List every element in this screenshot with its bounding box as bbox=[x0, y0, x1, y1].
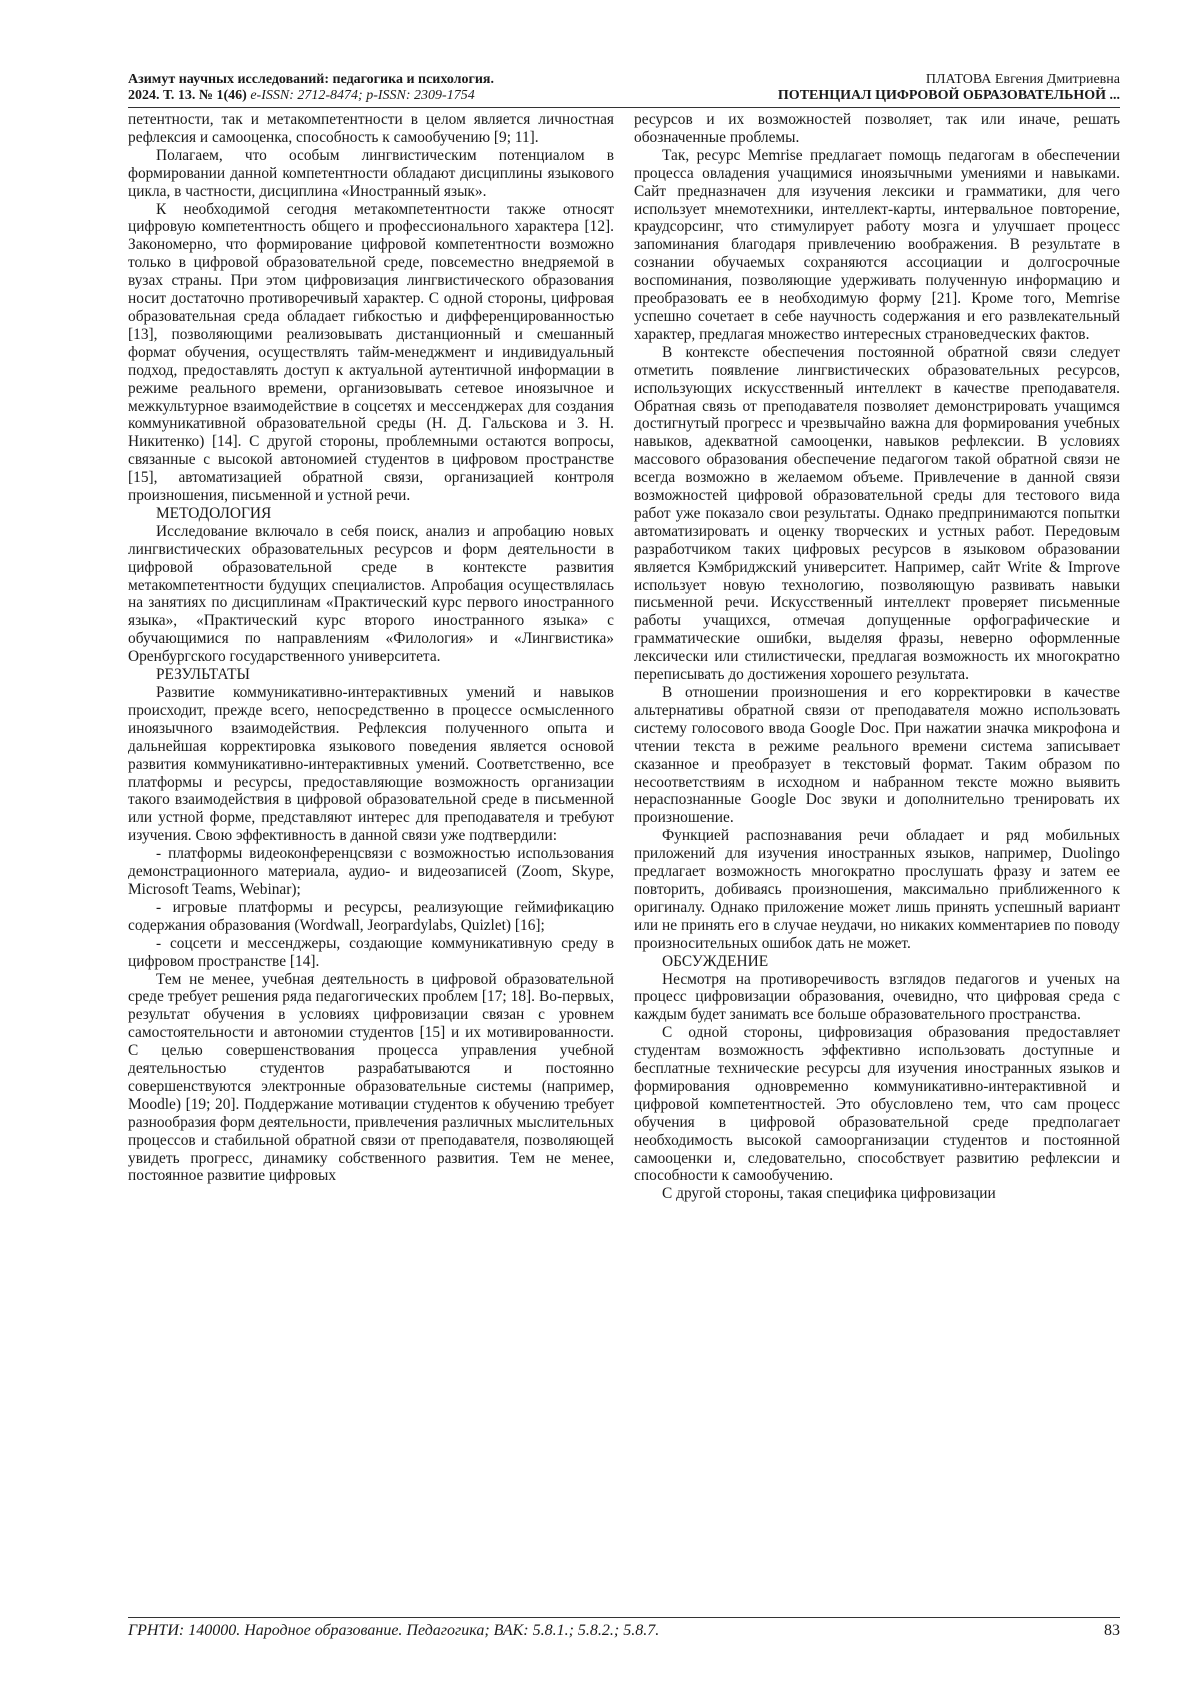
section-heading: МЕТОДОЛОГИЯ bbox=[156, 504, 272, 522]
running-title: ПОТЕНЦИАЛ ЦИФРОВОЙ ОБРАЗОВАТЕЛЬНОЙ ... bbox=[777, 88, 1120, 103]
paragraph: Так, ресурс Memrise предлагает помощь педагогам в обеспечении процесса овладения учащимися иноязычными умениями и навыками. Сайт предназначен для изучения лексики и грамматики, для чего использует мнемотехники, интеллект-карты, интервальное повторение, краудсорсинг, что стимулирует работу мозга и улучшает процесс запоминания благодаря привлечению воображения. В результате в сознании обучаемых сохраняются ассоциации и долгосрочные воспоминания, позволяющие удерживать полученную информацию и преобразовать ее в необходимую форму [21]. Кроме того, Memrise успешно сочетает в себе научность содержания и его развлекательный характер, предлагая множество интересных страноведческих фактов. bbox=[634, 146, 1120, 343]
header-divider bbox=[128, 107, 1120, 108]
paragraph-continued: ресурсов и их возможностей позволяет, так или иначе, решать обозначенные проблемы. bbox=[634, 111, 1120, 146]
paragraph: С одной стороны, цифровизация образования предоставляет студентам возможность эффективно использовать доступные и бесплатные технические ресурсы для изучения иностранных языков и формирования одновременно коммуникативно-интерактивной и цифровой компетентностей. Это обусловлено тем, что сам процесс обучения в цифровой образовательной среде предполагает необходимость высокой самоорганизации студентов и постоянной самооценки и, следовательно, способствует развитию рефлексии и способности к самообучению. bbox=[634, 1024, 1120, 1185]
list-item: - соцсети и мессенджеры, создающие коммуникативную среду в цифровом пространстве [14]. bbox=[128, 934, 614, 970]
paragraph: Исследование включало в себя поиск, анализ и апробацию новых лингвистических образовательных ресурсов и форм деятельности в цифровой образовательной среде в контексте развития метакомпетентности будущих специалистов. Апробация осуществлялась на занятиях по дисциплинам «Практический курс первого иностранного языка», «Практический курс второго иностранного языка» с обучающимися по направлениям «Филология» и «Лингвистика» Оренбургского государственного университета. bbox=[128, 522, 614, 666]
page-number: 83 bbox=[1104, 1622, 1120, 1639]
left-column bbox=[128, 111, 614, 1185]
author-name: ПЛАТОВА Евгения Дмитриевна bbox=[925, 72, 1120, 87]
issue-line bbox=[128, 88, 494, 104]
classification-codes: ГРНТИ: 140000. Народное образование. Педагогика; ВАК: 5.8.1.; 5.8.2.; 5.8.7. bbox=[128, 1622, 660, 1639]
section-heading: РЕЗУЛЬТАТЫ bbox=[156, 666, 250, 684]
page-header bbox=[128, 72, 1120, 106]
article-info bbox=[778, 72, 1120, 104]
section-heading: ОБСУЖДЕНИЕ bbox=[662, 952, 769, 970]
issn-text: e-ISSN: 2712-8474; p-ISSN: 2309-1754 bbox=[250, 88, 475, 103]
paragraph: Несмотря на противоречивость взглядов педагогов и ученых на процесс цифровизации образования, очевидно, что цифровая среда с каждым будет занимать все больше образовательного пространства. bbox=[634, 970, 1120, 1024]
list-item: - игровые платформы и ресурсы, реализующие геймификацию содержания образования (Wordwall, Jeorpardylabs, Quizlet) [16]; bbox=[128, 898, 614, 934]
paragraph: С другой стороны, такая специфика цифровизации bbox=[662, 1185, 996, 1203]
list-item: - платформы видеоконференцсвязи с возможностью использования демонстрационного материала, аудио- и видеозаписей (Zoom, Skype, Microsoft Teams, Webinar); bbox=[128, 845, 614, 898]
paragraph: Полагаем, что особым лингвистическим потенциалом в формировании данной компетентности обладают дисциплины языкового цикла, в частности, дисциплина «Иностранный язык». bbox=[128, 146, 614, 200]
page-footer bbox=[128, 1621, 1120, 1641]
paragraph: Функцией распознавания речи обладает и ряд мобильных приложений для изучения иностранных языков, например, Duolingo предлагает возможность многократно прослушать фразу и затем ее повторить, добиваясь произношения, максимально приближенного к оригиналу. Однако приложение может лишь принять успешный вариант или не принять его в случае неудачи, но никаких комментариев по поводу произносительных ошибок дать не может. bbox=[634, 827, 1120, 952]
issue-number: 2024. Т. 13. № 1(46) bbox=[128, 88, 247, 103]
paragraph: В отношении произношения и его корректировки в качестве альтернативы обратной связи от преподавателя можно использовать систему голосового ввода Google Doc. При нажатии значка микрофона и чтении текста в режиме реального времени система записывает сказанное и преобразует в текстовый формат. Таким образом по несоответствиям в исходном и набранном тексте можно выявить нераспознанные Google Doc звуки и дополнительно тренировать их произношение. bbox=[634, 684, 1120, 827]
paragraph: В контексте обеспечения постоянной обратной связи следует отметить появление лингвистических образовательных ресурсов, использующих искусственный интеллект в качестве преподавателя. Обратная связь от преподавателя позволяет демонстрировать учащимся достигнутый прогресс и чрезвычайно важна для формирования учебных навыков, адекватной самооценки, навыков рефлексии. В условиях массового образования обеспечение педагогом такой обратной связи не всегда возможно в желаемом объеме. Привлечение в данной связи возможностей цифровой образовательной среды для тестового вида работ уже показало свои результаты. Однако предпринимаются попытки автоматизировать и оценку творческих и устных работ. Передовым разработчиком таких цифровых ресурсов в языковом образовании является Кэмбриджский университет. Например, сайт Write & Improve использует новую технологию, позволяющую развивать навыки письменной речи. Искусственный интеллект проверяет письменные работы учащихся, отмечая допущенные орфографические и грамматические ошибки, выделяя фразы, неверно оформленные лексически или стилистически, предлагая возможность их многократно переписывать до достижения хорошего результата. bbox=[634, 343, 1120, 684]
paragraph: К необходимой сегодня метакомпетентности также относят цифровую компетентность общего и профессионального характера [12]. Закономерно, что формирование цифровой компетентности возможно только в цифровой образовательной среде, повсеместно внедряемой в вузах страны. При этом цифровизация лингвистического образования носит достаточно противоречивый характер. С одной стороны, цифровая образовательная среда обладает гибкостью и дифференцированностью [13], позволяющими реализовывать дистанционный и смешанный формат обучения, осуществлять тайм-менеджмент и индивидуальный подход, предоставлять доступ к актуальной аутентичной информации в режиме реального времени, организовывать сетевое иноязычное и межкультурное взаимодействие в соцсетях и мессенджерах для создания коммуникативной образовательной среды (Н. Д. Гальскова и З. Н. Никитенко) [14]. С другой стороны, проблемными остаются вопросы, связанные с высокой автономией студентов в цифровом пространстве [15], автоматизацией обратной связи, организацией контроля произношения, письменной и устной речи. bbox=[128, 200, 614, 505]
footer-divider bbox=[128, 1617, 1120, 1618]
right-column bbox=[634, 111, 1120, 1203]
paragraph-continued: петентности, так и метакомпетентности в целом является личностная рефлексия и самооценка, способность к самообучению [9; 11]. bbox=[128, 111, 614, 146]
paragraph: Развитие коммуникативно-интерактивных умений и навыков происходит, прежде всего, непосредственно в процессе осмысленного иноязычного взаимодействия. Рефлексия полученного опыта и дальнейшая корректировка языкового поведения является основой развития коммуникативно-интерактивных умений. Соответственно, все платформы и ресурсы, предоставляющие возможность организации такого взаимодействия в цифровой образовательной среде в письменной или устной форме, представляют интерес для преподавателя и требуют изучения. Свою эффективность в данной связи уже подтвердили: bbox=[128, 684, 614, 845]
journal-title: Азимут научных исследований: педагогика и психология. bbox=[128, 72, 495, 87]
journal-info bbox=[128, 72, 494, 104]
paragraph: Тем не менее, учебная деятельность в цифровой образовательной среде требует решения ряда педагогических проблем [17; 18]. Во-первых, результат обучения в условиях цифровизации связан с уровнем самостоятельности и автономии студентов [15] и их мотивированности. С целью совершенствования процесса управления учебной деятельностью студентов разрабатываются и постоянно совершенствуются электронные образовательные системы (например, Moodle) [19; 20]. Поддержание мотивации студентов к обучению требует разнообразия форм деятельности, привлечения различных мыслительных процессов и стабильной обратной связи от преподавателя, позволяющей увидеть прогресс, динамику собственного развития. Тем не менее, постоянное развитие цифровых bbox=[128, 970, 614, 1185]
